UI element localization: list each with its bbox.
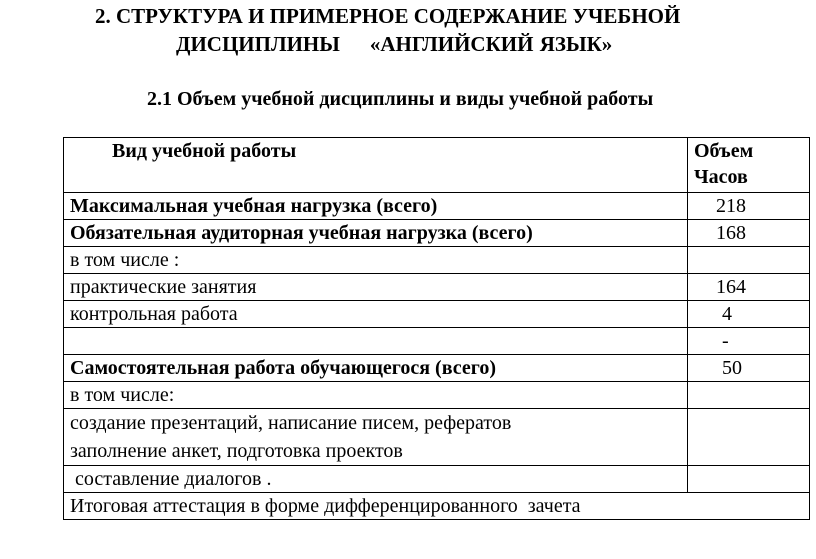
row-value <box>688 382 810 409</box>
row-value: - <box>688 328 810 355</box>
row-label: контрольная работа <box>64 301 688 328</box>
row-label <box>64 328 688 355</box>
table-row-control <box>64 301 810 328</box>
heading-line-2 <box>176 30 612 58</box>
row-value: 50 <box>688 355 810 382</box>
row-label-line-1: создание презентаций, написание писем, рефератов <box>70 412 512 434</box>
table-header-row <box>64 138 810 193</box>
table-row-mandatory-load <box>64 220 810 247</box>
row-label <box>64 409 688 466</box>
row-value: 218 <box>688 193 810 220</box>
heading-discipline-name: «АНГЛИЙСКИЙ ЯЗЫК» <box>369 32 613 56</box>
row-value <box>688 466 810 493</box>
row-label: в том числе: <box>64 382 688 409</box>
header-work-type: Вид учебной работы <box>64 138 688 193</box>
row-value: 4 <box>688 301 810 328</box>
subsection-heading: 2.1 Объем учебной дисциплины и виды учебной работы <box>147 88 654 110</box>
row-label: Самостоятельная работа обучающегося (всего) <box>64 355 688 382</box>
row-value: 164 <box>688 274 810 301</box>
table-row-self-study <box>64 355 810 382</box>
row-label: составление диалогов . <box>64 466 688 493</box>
table-row-final-assessment <box>64 493 810 520</box>
row-label: в том числе : <box>64 247 688 274</box>
table-row-presentations <box>64 409 810 466</box>
table-row-max-load <box>64 193 810 220</box>
table-row-including-2 <box>64 382 810 409</box>
row-label: Максимальная учебная нагрузка (всего) <box>64 193 688 220</box>
row-label: практические занятия <box>64 274 688 301</box>
row-value <box>688 409 810 466</box>
heading-discipline-word: ДИСЦИПЛИНЫ <box>176 32 340 56</box>
table-row-dialogues <box>64 466 810 493</box>
table-row-including <box>64 247 810 274</box>
final-assessment-cell: Итоговая аттестация в форме дифференцированного зачета <box>64 493 810 520</box>
header-hours-line-1: Объем <box>694 140 754 162</box>
row-value: 168 <box>688 220 810 247</box>
table-row-empty <box>64 328 810 355</box>
table-row-practical <box>64 274 810 301</box>
row-label: Обязательная аудиторная учебная нагрузка (всего) <box>64 220 688 247</box>
row-label-line-2: заполнение анкет, подготовка проектов <box>70 440 403 462</box>
heading-line-1: 2. СТРУКТУРА И ПРИМЕРНОЕ СОДЕРЖАНИЕ УЧЕБНОЙ <box>95 4 681 28</box>
workload-table <box>63 137 810 520</box>
header-hours-line-2: Часов <box>694 166 748 188</box>
row-value <box>688 247 810 274</box>
header-hours <box>688 138 810 193</box>
